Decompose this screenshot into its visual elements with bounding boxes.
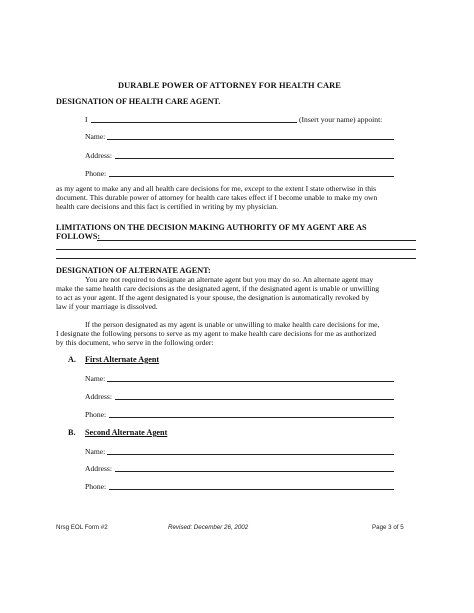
second-alternate-title: Second Alternate Agent (85, 428, 168, 437)
agent-address-field[interactable] (115, 158, 394, 159)
limitations-line[interactable] (56, 249, 416, 250)
second-alternate-address-label: Address: (85, 464, 112, 473)
second-alternate-phone-label: Phone: (85, 482, 107, 491)
alternate-order-paragraph-line: If the person designated as my agent is unable or unwilling to make health care decisions for me, (85, 320, 380, 329)
first-alternate-letter: A. (68, 355, 76, 364)
i-label: I (85, 115, 88, 124)
limitations-heading-line2: FOLLOWS: (56, 232, 101, 241)
limitations-line[interactable] (97, 240, 416, 241)
first-alternate-name-label: Name: (85, 374, 106, 383)
first-alternate-name-field[interactable] (107, 381, 394, 382)
agent-phone-label: Phone: (85, 169, 107, 178)
limitations-heading-line1: LIMITATIONS ON THE DECISION MAKING AUTHORITY OF MY AGENT ARE AS (56, 223, 367, 232)
designation-paragraph-line: document. This durable power of attorney for health care takes effect if I become unable to make my own (56, 193, 378, 202)
second-alternate-letter: B. (68, 428, 76, 437)
agent-name-field[interactable] (107, 139, 394, 140)
alternate-order-paragraph-line: I designate the following persons to serve as my agent to make health care decisions for me as authorized (56, 329, 377, 338)
agent-phone-field[interactable] (109, 176, 394, 177)
first-alternate-phone-field[interactable] (109, 417, 394, 418)
limitations-line[interactable] (56, 258, 416, 259)
designation-heading: DESIGNATION OF HEALTH CARE AGENT. (56, 97, 221, 106)
second-alternate-name-label: Name: (85, 447, 106, 456)
document-title: DURABLE POWER OF ATTORNEY FOR HEALTH CARE (118, 81, 341, 90)
second-alternate-name-field[interactable] (107, 454, 394, 455)
first-alternate-address-field[interactable] (115, 399, 394, 400)
first-alternate-title: First Alternate Agent (85, 355, 160, 364)
alternate-paragraph-line: to act as your agent. If the agent designated is your spouse, the designation is automatically revoked by (56, 293, 370, 302)
alternate-order-paragraph-line: by this document, who serve in the following order: (56, 338, 214, 347)
alternate-paragraph-line: You are not required to designate an alternate agent but you may do so. An alternate agent may (85, 275, 374, 284)
alternate-heading: DESIGNATION OF ALTERNATE AGENT: (56, 266, 211, 275)
alternate-paragraph-line: law if your marriage is dissolved. (56, 302, 158, 311)
your-name-field[interactable] (91, 122, 297, 123)
designation-paragraph-line: as my agent to make any and all health care decisions for me, except to the extent I state otherwise in this (56, 184, 377, 193)
first-alternate-phone-label: Phone: (85, 410, 107, 419)
agent-address-label: Address: (85, 151, 112, 160)
footer-form-id: Nrsg EOL Form #2 (56, 524, 108, 531)
first-alternate-address-label: Address: (85, 392, 112, 401)
designation-paragraph-line: health care decisions and this fact is certified in writing by my physician. (56, 202, 279, 211)
footer-revised-date: Revised: December 26, 2002 (168, 524, 249, 531)
footer-page-number: Page 3 of 5 (372, 524, 404, 531)
insert-name-label: (Insert your name) appoint: (299, 115, 383, 124)
alternate-paragraph-line: make the same health care decisions as the designated agent, if the designated agent is unable or unwilling (56, 284, 380, 293)
agent-name-label: Name: (85, 132, 106, 141)
second-alternate-address-field[interactable] (115, 471, 394, 472)
second-alternate-phone-field[interactable] (109, 489, 394, 490)
